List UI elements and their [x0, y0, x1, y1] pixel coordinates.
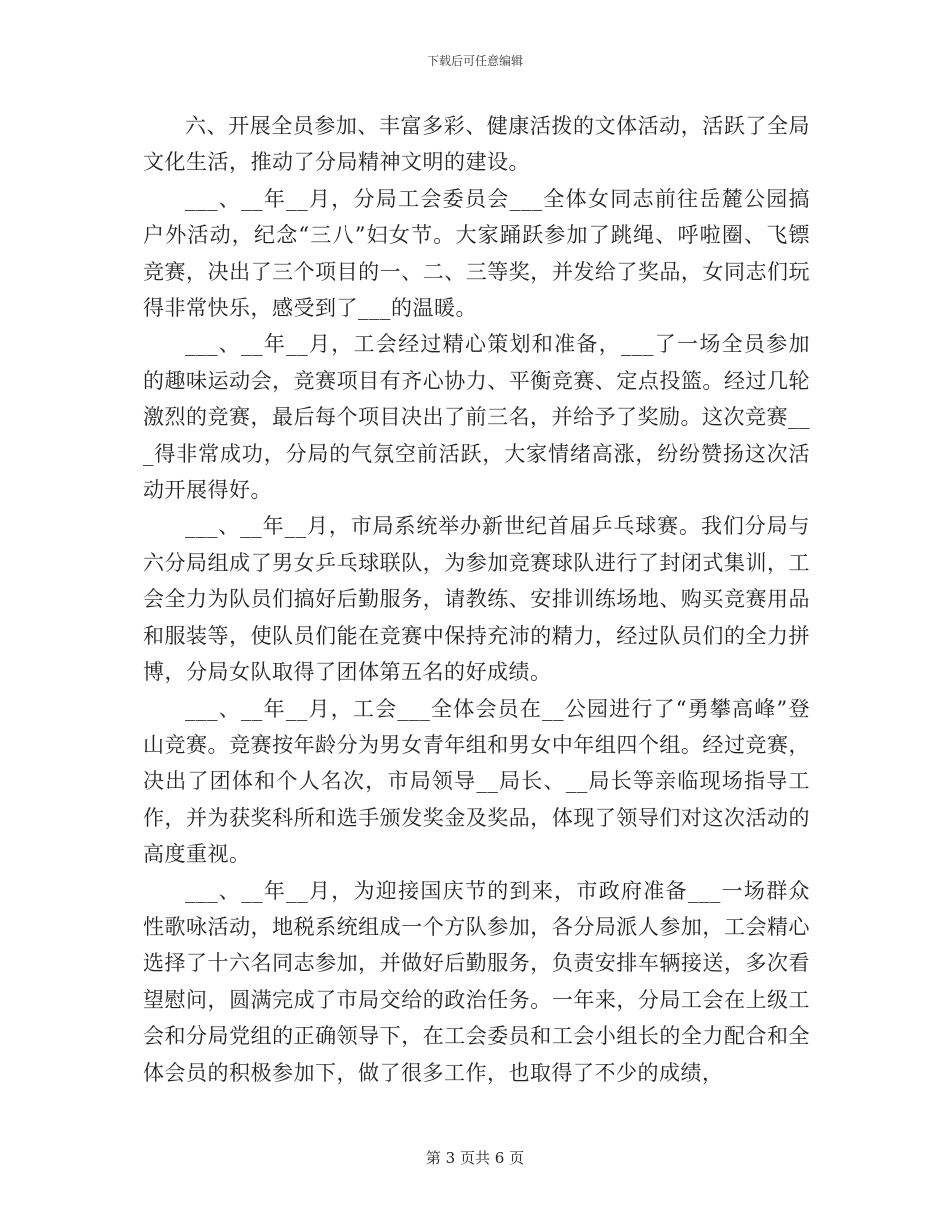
paragraph-cultural-activities: 六、开展全员参加、丰富多彩、健康活拨的文体活动，活跃了全局文化生活，推动了分局精神文明的建设。	[143, 114, 810, 175]
paragraph-table-tennis: ___、__年__月，市局系统举办新世纪首届乒乓球赛。我们分局与六分局组成了男女乒乓球联队，为参加竞赛球队进行了封闭式集训，工会全力为队员们搞好后勤服务，请教练、安排训练场地、购买竞赛用品和服装等，使队员们能在竞赛中保持充沛的精力，经过队员们的全力拼博，分局女队取得了团体第五名的好成绩。	[143, 514, 810, 685]
document-body	[143, 108, 810, 1091]
paragraph-sports-meet: ___、__年__月，工会经过精心策划和准备，___了一场全员参加的趣味运动会，竞赛项目有齐心协力、平衡竞赛、定点投篮。经过几轮激烈的竞赛，最后每个项目决出了前三名，并给予了奖励。这次竞赛___得非常成功，分局的气氛空前活跃，大家情绪高涨，纷纷赞扬这次活动开展得好。	[143, 332, 810, 503]
page-header: 下载后可任意编辑	[426, 54, 523, 68]
paragraph-womens-day: ___、__年__月，分局工会委员会___全体女同志前往岳麓公园搞户外活动，纪念“三八”妇女节。大家踊跃参加了跳绳、呼啦圈、飞镖竞赛，决出了三个项目的一、二、三等奖，并发给了奖品，女同志们玩得非常快乐，感受到了___的温暖。	[143, 186, 810, 321]
paragraph-mountain-climbing: ___、__年__月，工会___全体会员在__公园进行了“勇攀高峰”登山竞赛。竞赛按年龄分为男女青年组和男女中年组四个组。经过竞赛，决出了团体和个人名次，市局领导__局长、__局长等亲临现场指导工作，并为获奖科所和选手颁发奖金及奖品，体现了领导们对这次活动的高度重视。	[143, 696, 810, 867]
paragraph-national-day-singing: ___、__年__月，为迎接国庆节的到来，市政府准备___一场群众性歌咏活动，地税系统组成一个方队参加，各分局派人参加，工会精心选择了十六名同志参加，并做好后勤服务，负责安排车辆接送，多次看望慰问，圆满完成了市局交给的政治任务。一年来，分局工会在上级工会和分局党组的正确领导下，在工会委员和工会小组长的全力配合和全体会员的积极参加下，做了很多工作，也取得了不少的成绩，	[143, 878, 810, 1085]
page-number: 第 3 页共 6 页	[425, 1149, 525, 1167]
